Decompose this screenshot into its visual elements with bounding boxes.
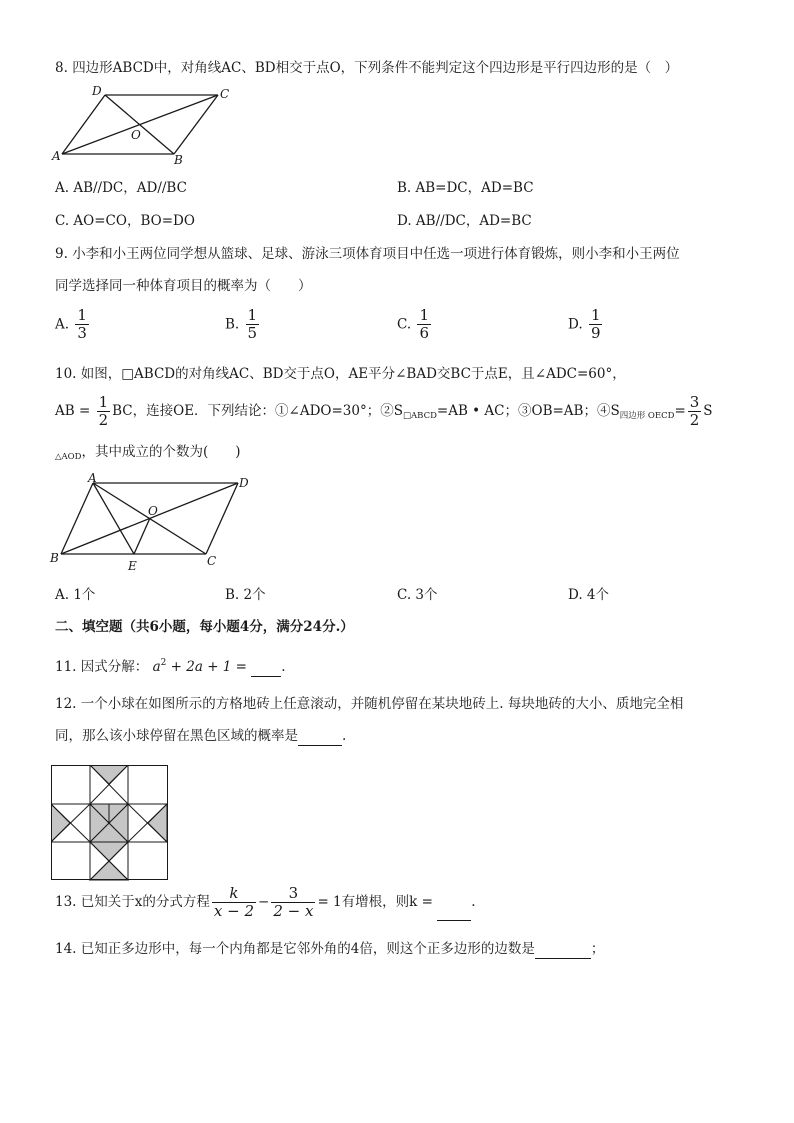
q10-line2: AB = $\frac{1}{2}$ BC，连接OE．下列结论：①∠ADO=30°；$②S_{□ABCD}=AB$ • AC；③OB=AB；$④S_{四边形 OECD}=$ $\frac{3}{2}$ S (55, 393, 713, 429)
q13-fraction-2: $\frac{3}{2 - x}$ (273, 884, 314, 920)
q12-tile-grid-figure (51, 765, 169, 881)
q14-answer-blank[interactable] (535, 940, 591, 959)
q8-stem (55, 59, 678, 77)
label-A: A (52, 149, 61, 163)
q9-text-1: 小李和小王两位同学想从篮球、足球、游泳三项体育项目中任选一项进行体育锻炼，则小李和小王两位 (72, 246, 680, 262)
q10-text-1: 如图，□ABCD的对角线AC、BD交于点O，AE平分∠BAD交BC于点E，且∠ADC=60°， (80, 366, 626, 382)
q8-option-a: A. AB//DC，AD//BC (55, 180, 187, 196)
q10-line3: $_{\triangle AOD}$，其中成立的个数为( ) (55, 444, 241, 462)
label-E: E (128, 559, 137, 573)
q10-number: 10. (55, 366, 77, 382)
q8-number: 8. (55, 60, 68, 76)
q9-option-a: A. $\frac{1}{3}$ (55, 306, 87, 342)
q12-line2: 同，那么该小球停留在黑色区域的概率是 . (55, 728, 347, 744)
q11-answer-blank[interactable] (251, 658, 281, 677)
q11-stem: 11. 因式分解： $a^2 + 2a + 1$ = . (55, 658, 286, 675)
q10-option-b: B. 2个 (225, 587, 266, 603)
q8-option-c: C. AO=CO，BO=DO (55, 213, 195, 229)
q10-option-a: A. 1个 (55, 587, 96, 603)
q9-option-c-fraction: $\frac{1}{6}$ (419, 306, 429, 342)
q9-option-b: B. $\frac{1}{5}$ (225, 306, 258, 342)
section-title-fill-in-blank: 二、填空题（共6小题，每小题4分，满分24分.） (55, 619, 354, 635)
q13-answer-blank[interactable] (437, 884, 471, 921)
label-B: B (50, 551, 59, 565)
q9-option-d-fraction: $\frac{1}{9}$ (590, 306, 601, 342)
q8-option-b: B. AB=DC，AD=BC (397, 180, 534, 196)
q8-text: 四边形ABCD中，对角线AC、BD相交于点O，下列条件不能判定这个四边形是平行四边形的是（ ） (72, 60, 679, 76)
label-O: O (148, 504, 158, 518)
q13-fraction-1: $\frac{k}{x - 2}$ (213, 884, 255, 920)
label-B: B (174, 153, 183, 164)
q10-line1 (55, 365, 626, 383)
q9-option-b-fraction: $\frac{1}{5}$ (247, 306, 258, 342)
q9-option-a-fraction: $\frac{1}{3}$ (77, 306, 87, 342)
label-C: C (220, 87, 230, 101)
q9-line1 (55, 245, 680, 263)
q9-option-c: C. $\frac{1}{6}$ (397, 306, 429, 342)
label-D: D (92, 84, 102, 98)
label-D: D (239, 476, 249, 490)
q10-parallelogram-figure (48, 470, 263, 575)
label-C: C (207, 554, 217, 568)
q12-answer-blank[interactable] (298, 727, 342, 746)
q10-option-c: C. 3个 (397, 587, 438, 603)
label-A: A (88, 471, 97, 485)
q13-stem: 13. 已知关于x的分式方程 $\frac{k}{x - 2}$ − $\frac{3}{2 - x}$ = 1有增根，则k = . (55, 884, 476, 920)
q10-half-fraction: $\frac{1}{2}$ (98, 393, 109, 429)
q9-line2: 同学选择同一种体育项目的概率为（ ） (55, 278, 312, 294)
label-O: O (131, 128, 141, 142)
q9-option-d: D. $\frac{1}{9}$ (568, 306, 601, 342)
q10-three-halves-fraction: $\frac{3}{2}$ (689, 393, 700, 429)
q14-stem: 14. 已知正多边形中，每一个内角都是它邻外角的4倍，则这个正多边形的边数是 ； (55, 941, 605, 957)
q8-parallelogram-figure (50, 82, 240, 164)
q9-number: 9. (55, 246, 68, 262)
q8-option-d: D. AB//DC，AD=BC (397, 213, 532, 229)
q12-line1: 12. 一个小球在如图所示的方格地砖上任意滚动，并随机停留在某块地砖上. 每块地砖的大小、质地完全相 (55, 696, 684, 712)
q10-option-d: D. 4个 (568, 587, 610, 603)
